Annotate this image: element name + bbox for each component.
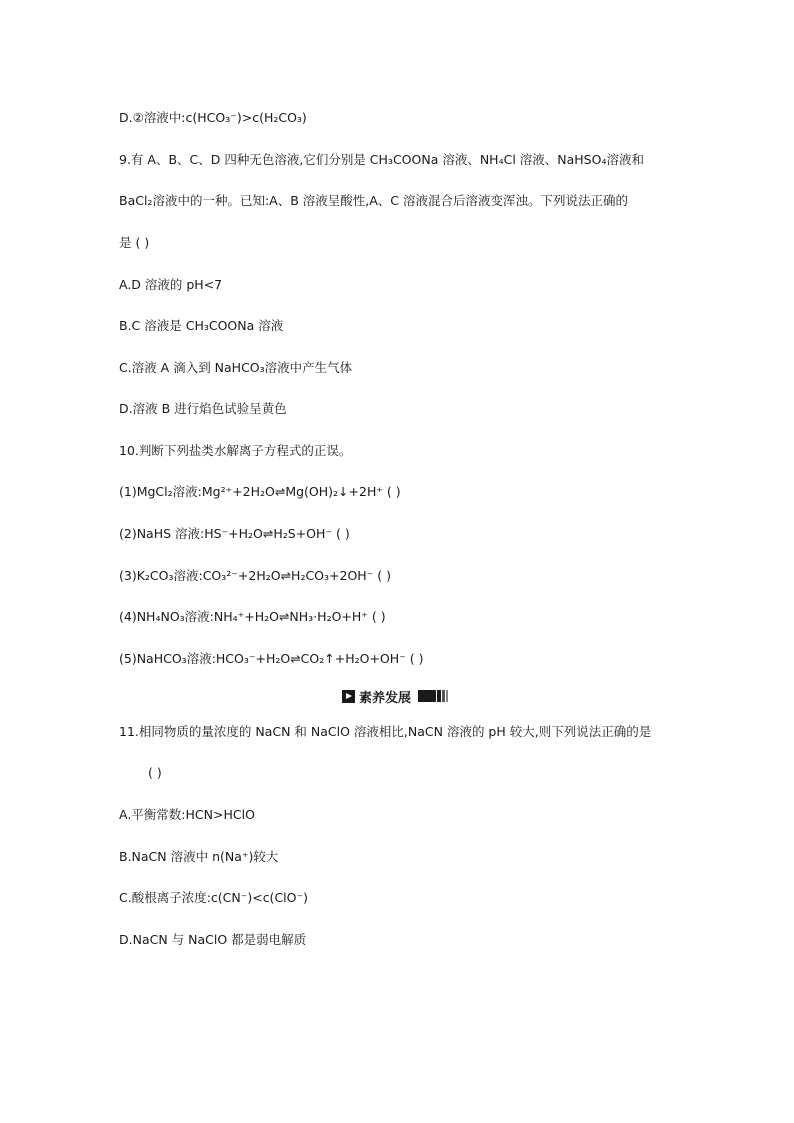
question-11-line-1: 11.相同物质的量浓度的 NaCN 和 NaClO 溶液相比,NaCN 溶液的 pH 较大,则下列说法正确的是 [119,724,652,739]
question-9-option-c: C.溶液 A 滴入到 NaHCO₃溶液中产生气体 [119,360,353,375]
question-10-stem: 10.判断下列盐类水解离子方程式的正误。 [119,443,352,458]
section-title: 素养发展 [359,690,412,706]
question-10-item-2: (2)NaHS 溶液:HS⁻+H₂O⇌H₂S+OH⁻ ( ) [119,526,350,541]
question-10-item-5: (5)NaHCO₃溶液:HCO₃⁻+H₂O⇌CO₂↑+H₂O+OH⁻ ( ) [119,651,424,666]
question-11-option-a: A.平衡常数:HCN>HClO [119,807,255,822]
question-9-line-1: 9.有 A、B、C、D 四种无色溶液,它们分别是 CH₃COONa 溶液、NH₄Cl 溶液、NaHSO₄溶液和 [119,152,644,167]
question-10-item-1: (1)MgCl₂溶液:Mg²⁺+2H₂O⇌Mg(OH)₂↓+2H⁺ ( ) [119,484,401,499]
section-header [342,686,448,706]
question-11-option-b: B.NaCN 溶液中 n(Na⁺)较大 [119,849,279,864]
question-11-line-2: ( ) [148,765,162,780]
question-10-item-4: (4)NH₄NO₃溶液:NH₄⁺+H₂O⇌NH₃·H₂O+H⁺ ( ) [119,609,386,624]
option-d-q8: D.②溶液中:c(HCO₃⁻)>c(H₂CO₃) [119,110,307,125]
question-10-item-3: (3)K₂CO₃溶液:CO₃²⁻+2H₂O⇌H₂CO₃+2OH⁻ ( ) [119,568,391,583]
question-9-line-3: 是 ( ) [119,235,150,250]
question-11-option-c: C.酸根离子浓度:c(CN⁻)<c(ClO⁻) [119,890,308,905]
question-9-line-2: BaCl₂溶液中的一种。已知:A、B 溶液呈酸性,A、C 溶液混合后溶液变浑浊。下列说法正确的 [119,193,628,208]
question-9-option-a: A.D 溶液的 pH<7 [119,277,223,292]
question-9-option-b: B.C 溶液是 CH₃COONa 溶液 [119,318,284,333]
decorative-bars-icon [418,690,448,702]
play-icon [342,690,355,703]
question-9-option-d: D.溶液 B 进行焰色试验呈黄色 [119,401,287,416]
question-11-option-d: D.NaCN 与 NaClO 都是弱电解质 [119,932,307,947]
